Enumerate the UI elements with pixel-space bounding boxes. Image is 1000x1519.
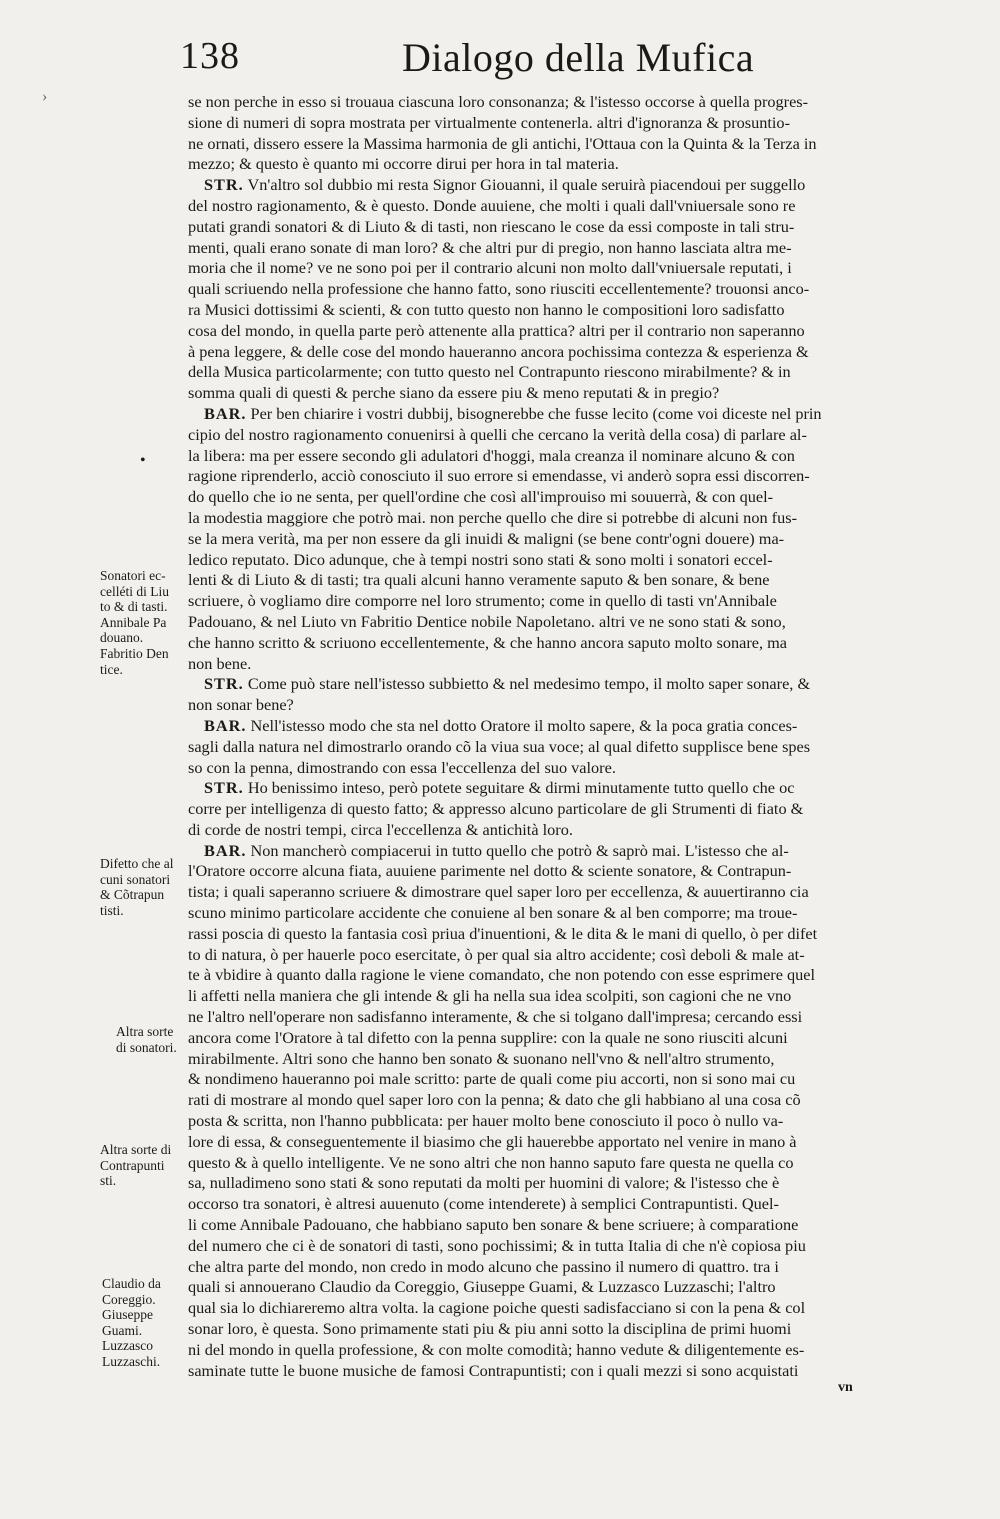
marginal-note-line: douano. bbox=[100, 630, 144, 646]
text-line: BAR. Non mancherò compiacerui in tutto quello che potrò & saprò mai. L'istesso che al- bbox=[204, 840, 789, 860]
marginal-note-line: Annibale Pa bbox=[100, 614, 167, 630]
text-line: quali si annouerano Claudio da Coreggio, Giuseppe Guami, & Luzzasco Luzzaschi; l'altro bbox=[188, 1277, 776, 1297]
text-line: sonar loro, è questa. Sono primamente stati piu & piu anni sotto la disciplina de primi huomi bbox=[188, 1319, 792, 1339]
text-line: scriuere, ò vogliamo dire comporre nel loro strumento; come in quello di tasti vn'Annibale bbox=[188, 591, 777, 611]
text-line: ancora come l'Oratore à tal difetto con la penna supplire: con la quale ne sono riusciti alcuni bbox=[188, 1027, 788, 1047]
text-line: ragione riprenderlo, acciò conosciuto il suo errore si emendasse, vi anderò sopra essi discorren- bbox=[188, 466, 810, 486]
marginal-note-line: Luzzaschi. bbox=[102, 1353, 161, 1369]
text-line: qual sia lo dichiareremo altra volta. la cagione poiche questi sadisfacciano si con la pena & col bbox=[188, 1298, 806, 1318]
speaker-label: STR. bbox=[204, 175, 244, 195]
text-line: lenti & di Liuto & di tasti; tra quali alcuni hanno veramente saputo & ben sonare, & bene bbox=[188, 570, 770, 590]
text-line: che hanno scritto & scriuono eccellentemente, & che hanno ancora saputo molto sonare, ma bbox=[188, 632, 788, 652]
text-line: putati grandi sonatori & di Liuto & di tasti, non riescano le cose da essi composte in tali stru- bbox=[188, 216, 795, 236]
marginal-note-line: Fabritio Den bbox=[100, 645, 169, 661]
speaker-label: STR. bbox=[204, 674, 244, 694]
text-line: & nondimeno haueranno poi male scritto: parte de quali come piu accorti, non si sono mai cu bbox=[188, 1069, 796, 1089]
text-line: li come Annibale Padouano, che habbiano saputo ben sonare & bene scriuere; à comparatione bbox=[188, 1215, 799, 1235]
text-line: ne l'altro nell'operare non sadisfanno interamente, & che si tolgano dall'impresa; cercando essi bbox=[188, 1007, 803, 1027]
marginal-note-line: Giuseppe bbox=[102, 1307, 153, 1323]
text-line: moria che il nome? ve ne sono poi per il contrario alcuni non molto dall'vniuersale reputati, i bbox=[188, 258, 792, 278]
speaker-label: BAR. bbox=[204, 403, 247, 423]
text-line: STR. Vn'altro sol dubbio mi resta Signor Giouanni, il quale seruirà piacendoui per suggello bbox=[204, 175, 806, 195]
marginal-note-line: Altra sorte di bbox=[100, 1142, 172, 1157]
text-line: questo & à quello intelligente. Ve ne sono altri che non hanno saputo fare questa ne quella co bbox=[188, 1152, 794, 1172]
marginal-note-line: celléti di Liu bbox=[100, 583, 169, 599]
text-line: ra Musici dottissimi & scienti, & con tutto questo non hanno le compositioni loro sadisfatto bbox=[188, 299, 785, 319]
text-line: BAR. Per ben chiarire i vostri dubbij, bisognerebbe che fusse lecito (come voi diceste nel prin bbox=[204, 403, 822, 423]
text-line: li affetti nella maniera che gli intende & gli ha nella sua idea scolpiti, son cagioni che ne vno bbox=[188, 986, 792, 1006]
text-line: cosa del mondo, in quella parte però attenente alla prattica? altri per il contrario non saperanno bbox=[188, 320, 805, 340]
marginal-note-line: Guami. bbox=[102, 1322, 143, 1338]
text-line: sagli dalla natura nel dimostrarlo orando cõ la viua sua voce; al qual difetto supplisce bene spes bbox=[188, 736, 811, 756]
text-line: ne ornati, dissero essere la Massima harmonia de gli antichi, l'Ottaua con la Quinta & la Terza in bbox=[188, 133, 817, 153]
corner-mark: › bbox=[42, 88, 48, 105]
text-line: saminate tutte le buone musiche de famosi Contrapuntisti; con i quali mezzi si sono acquistati bbox=[188, 1360, 799, 1380]
text-line: corre per intelligenza di questo fatto; & appresso alcuno particolare de gli Strumenti di fiato & bbox=[188, 799, 804, 819]
marginal-note-line: Sonatori ec- bbox=[100, 568, 166, 583]
text-line: sione di numeri di sopra mostrata per virtualmente contenerla. altri d'ignoranza & prosuntio- bbox=[188, 112, 790, 132]
text-line: à pena leggere, & delle cose del mondo haueranno ancora pochissima contezza & esperienza & bbox=[188, 341, 809, 361]
text-line: se la mera verità, ma per non essere da gli inuidi & maligni (se bene contr'ogni douere) ma- bbox=[188, 528, 785, 548]
marginal-note-line: Coreggio. bbox=[102, 1291, 156, 1307]
text-line: do quello che io ne senta, per quell'ordine che così all'improuiso mi souuerrà, & con quel- bbox=[188, 487, 774, 507]
text-line: l'Oratore occorre alcuna fiata, auuiene parimente nel dotto & sciente sonatore, & Contrapun- bbox=[188, 861, 792, 881]
text-line: di corde de nostri tempi, circa l'eccellenza & antichità loro. bbox=[188, 819, 573, 839]
marginal-note-claudio bbox=[102, 1276, 194, 1370]
text-line: se non perche in esso si trouaua ciascuna loro consonanza; & l'istesso occorse à quella progres- bbox=[188, 92, 809, 111]
text-line: non bene. bbox=[188, 653, 252, 673]
text-line: mirabilmente. Altri sono che hanno ben sonato & suonano nell'vno & nell'altro strumento, bbox=[188, 1048, 775, 1068]
text-line: STR. Come può stare nell'istesso subbietto & nel medesimo tempo, il molto saper sonare, & bbox=[204, 674, 811, 694]
page-number: 138 bbox=[180, 35, 240, 77]
text-line: BAR. Nell'istesso modo che sta nel dotto Oratore il molto sapere, & la poca gratia conces- bbox=[204, 715, 798, 735]
marginal-note-line: Altra sorte bbox=[116, 1024, 174, 1039]
text-line: del nostro ragionamento, & è questo. Donde auuiene, che molti i quali dall'vniuersale sono re bbox=[188, 195, 796, 215]
text-line: Padouano, & nel Liuto vn Fabritio Dentice nobile Napoletano. altri ve ne sono stati & sono, bbox=[188, 611, 786, 631]
text-line: rassi poscia di questo la fantasia così priua d'inuentioni, & le dita & le mani di quello, ò per difet bbox=[188, 923, 818, 943]
text-line: mezzo; & questo è quanto mi occorre dirui per hora in tal materia. bbox=[188, 154, 619, 174]
marginal-note-sonatori bbox=[100, 568, 192, 677]
text-line: STR. Ho benissimo inteso, però potete seguitare & dirmi minutamente tutto quello che oc bbox=[204, 778, 795, 798]
main-text bbox=[188, 92, 890, 1381]
text-line: occorso tra sonatori, è altresi auuenuto (come intenderete) à semplici Contrapuntisti. Quel- bbox=[188, 1194, 779, 1214]
marginal-note-altra-sorte-contrapuntisti bbox=[100, 1142, 192, 1189]
marginal-note-altra-sorte-sonatori bbox=[116, 1024, 208, 1055]
text-line: cipio del nostro ragionamento conuenirsi à quelli che cercano la verità della cosa) di parlare al- bbox=[188, 424, 807, 444]
text-line: ledico reputato. Dico adunque, che à tempi nostri sono stati & sono molti i sonatori eccel- bbox=[188, 549, 773, 569]
marginal-note-line: cuni sonatori bbox=[100, 871, 171, 887]
marginal-note-line: Contrapunti bbox=[100, 1157, 165, 1173]
text-line: la libera: ma per essere secondo gli adulatori d'hoggi, mala creanza il nominare alcuno & con bbox=[188, 445, 795, 465]
marginal-note-line: Difetto che al bbox=[100, 856, 174, 871]
text-line: la modestia maggiore che potrò mai. non perche quello che dire si potrebbe di alcuni non fus- bbox=[188, 507, 797, 527]
page-header bbox=[180, 28, 755, 84]
marginal-note-difetto bbox=[100, 856, 192, 918]
text-line: te à vbidire à quanto dalla ragione le viene comandato, che non potendo con esse esprimere quel bbox=[188, 965, 816, 985]
speaker-label: BAR. bbox=[204, 840, 247, 860]
marginal-note-line: tisti. bbox=[100, 902, 124, 918]
speaker-label: BAR. bbox=[204, 715, 247, 735]
text-line: sa, nulladimeno sono stati & sono reputati da molti per huomini di valore; & l'istesso che è bbox=[188, 1173, 780, 1193]
text-line: to di natura, ò per hauerle poco esercitate, ò per qual sia altro accidente; così deboli & male at- bbox=[188, 944, 805, 964]
speaker-label: STR. bbox=[204, 778, 244, 798]
catchword: vn bbox=[838, 1380, 853, 1395]
text-line: somma quali di questi & perche siano da essere piu & meno reputati & in pregio? bbox=[188, 383, 720, 403]
text-line: quali scriuendo nella professione che hanno fatto, sono riusciti eccellentemente? trouonsi anco- bbox=[188, 279, 810, 299]
text-line: della Musica particolarmente; con tutto questo nel Contrapunto riescono mirabilmente? & in bbox=[188, 362, 791, 382]
text-line: so con la penna, dimostrando con essa l'eccellenza del suo valore. bbox=[188, 757, 616, 777]
text-line: tista; i quali saperanno scriuere & dimostrare quel saper loro per eccellenza, & auuertiranno cia bbox=[188, 882, 809, 902]
running-title: Dialogo della Mufica bbox=[402, 35, 755, 80]
marginal-note-line: di sonatori. bbox=[116, 1039, 177, 1055]
marginal-note-line: Claudio da bbox=[102, 1276, 161, 1291]
marginal-note-line: & Cõtrapun bbox=[100, 887, 165, 903]
marginal-note-line: tice. bbox=[100, 661, 123, 677]
text-line: scuno minimo particolare accidente che conuiene al ben sonare & al ben comporre; ma troue- bbox=[188, 903, 798, 923]
text-line: menti, quali erano sonate di man loro? & che altri pur di pregio, non hanno lasciata altra me- bbox=[188, 237, 792, 257]
text-line: lore di essa, & conseguentemente il biasimo che gli hauerebbe apportato nel venire in mano à bbox=[188, 1131, 797, 1151]
text-line: del numero che ci è de sonatori di tasti, sono pochissimi; & in tutta Italia di che n'è copiosa piu bbox=[188, 1235, 806, 1255]
marginal-note-line: Luzzasco bbox=[102, 1338, 153, 1354]
margin-bullet: • bbox=[140, 452, 146, 469]
marginal-note-line: to & di tasti. bbox=[100, 599, 168, 615]
text-line: rati di mostrare al mondo quel saper loro con la penna; & dato che gli habbiano al una cosa cõ bbox=[188, 1090, 801, 1110]
text-line: che altra parte del mondo, non credo in modo alcuno che passino il numero di quattro. tra i bbox=[188, 1256, 779, 1276]
marginal-note-line: sti. bbox=[100, 1173, 117, 1189]
text-line: non sonar bene? bbox=[188, 695, 294, 715]
text-line: posta & scritta, non l'hanno pubblicata: per hauer molto bene conosciuto il poco ò nullo va- bbox=[188, 1111, 784, 1131]
text-line: ni del mondo in quella professione, & con molte comodità; hanno vedute & diligentemente es- bbox=[188, 1339, 805, 1359]
